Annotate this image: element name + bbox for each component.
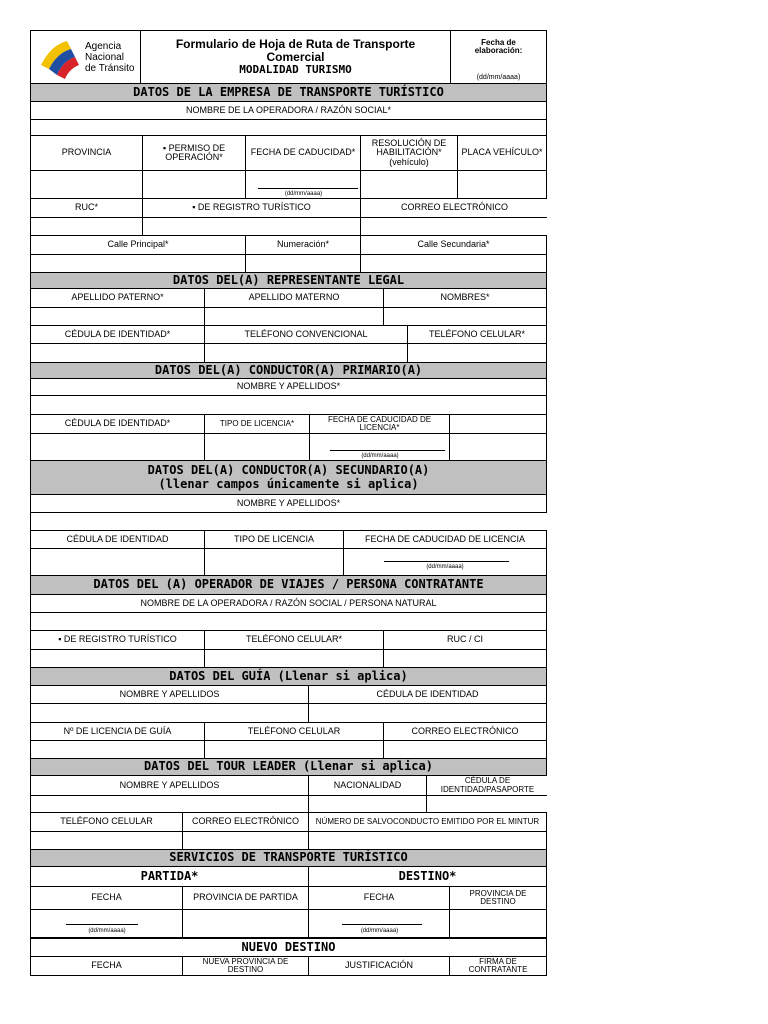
driver1-id-label: CÉDULA DE IDENTIDAD*	[31, 415, 205, 433]
driver2-id-label: CÉDULA DE IDENTIDAD	[31, 531, 205, 548]
secondary-street-field[interactable]	[361, 255, 546, 272]
guide-name-label: NOMBRE Y APELLIDOS	[31, 686, 309, 703]
safe-conduct-field[interactable]	[309, 832, 546, 849]
tour-leader-contact-field-row	[30, 832, 547, 850]
ruc-label: RUC*	[31, 199, 143, 217]
habilitation-resolution-field[interactable]	[361, 171, 458, 198]
section-heading-operador: DATOS DEL (A) OPERADOR DE VIAJES / PERSONA CONTRATANTE	[30, 576, 547, 595]
section-heading-servicios: SERVICIOS DE TRANSPORTE TURÍSTICO	[30, 850, 547, 867]
province-field-row	[30, 171, 547, 199]
secondary-street-label: Calle Secundaria*	[417, 239, 490, 250]
province-field[interactable]	[31, 171, 143, 198]
tour-leader-email-field[interactable]	[183, 832, 309, 849]
new-destination-heading-row	[30, 938, 547, 957]
title-line3: MODALIDAD TURISMO	[239, 63, 352, 77]
guide-label-row	[30, 686, 547, 704]
street-label-row	[30, 236, 547, 255]
driver2-license-type-label: TIPO DE LICENCIA	[205, 531, 344, 548]
driver1-name-field[interactable]	[30, 396, 547, 415]
departure-date-format: (dd/mm/aaaa)	[88, 928, 126, 934]
new-destination-label-row	[30, 957, 547, 976]
guide-email-label: CORREO ELECTRÓNICO	[411, 725, 519, 736]
ruc-field-row	[30, 218, 547, 236]
tour-operator-name-label: NOMBRE DE LA OPERADORA / RAZÓN SOCIAL / PERSONA NATURAL	[140, 597, 437, 608]
safe-conduct-label: NÚMERO DE SALVOCONDUCTO EMITIDO POR EL MINTUR	[315, 816, 540, 826]
vehicle-plate-label: PLACA VEHÍCULO*	[461, 147, 543, 158]
tour-leader-email-label: CORREO ELECTRÓNICO	[183, 813, 309, 831]
vehicle-plate-field[interactable]	[458, 171, 546, 198]
driver1-id-field[interactable]	[31, 434, 205, 460]
elaboration-date-label: Fecha de elaboración:	[474, 38, 523, 56]
ant-logo-icon	[37, 35, 83, 79]
main-street-field[interactable]	[31, 255, 246, 272]
driver1-license-field-row	[30, 434, 547, 461]
form-header	[30, 30, 547, 84]
driver2-name-label: NOMBRE Y APELLIDOS*	[236, 497, 341, 508]
driver2-name-label-row	[30, 495, 547, 513]
habilitation-resolution-label: RESOLUCIÓN DE HABILITACIÓN* (vehículo)	[361, 136, 458, 170]
guide-name-field[interactable]	[31, 704, 309, 722]
departure-date-label: FECHA	[31, 887, 183, 909]
tourism-registry-field[interactable]	[143, 218, 361, 235]
destination-province-label: PROVINCIA DE DESTINO	[469, 888, 527, 906]
mobile-field[interactable]	[408, 344, 546, 362]
driver1-name-label-row	[30, 379, 547, 396]
tour-operator-mobile-field[interactable]	[205, 650, 384, 667]
tour-leader-id-field[interactable]	[427, 796, 548, 812]
departure-province-label: PROVINCIA DE PARTIDA	[183, 887, 309, 909]
driver2-license-label-row	[30, 531, 547, 549]
tour-operator-name-field[interactable]	[30, 613, 547, 631]
legal-rep-id-field-row	[30, 344, 547, 363]
tour-operator-registry-field[interactable]	[31, 650, 205, 667]
driver1-license-label-row	[30, 415, 547, 434]
id-card-field[interactable]	[31, 344, 205, 362]
expiry-date-format: (dd/mm/aaaa)	[284, 191, 323, 197]
tour-operator-mobile-label: TELÉFONO CELULAR*	[205, 631, 384, 649]
driver2-name-field[interactable]	[30, 513, 547, 531]
logo-text-line1: Agencia	[85, 40, 122, 52]
new-destination-heading: NUEVO DESTINO	[241, 940, 336, 955]
tour-leader-mobile-label: TELÉFONO CELULAR	[31, 813, 183, 831]
ruc-label-row	[30, 199, 547, 218]
legal-rep-field-row	[30, 308, 547, 326]
driver2-license-expiry-label: FECHA DE CADUCIDAD DE LICENCIA	[364, 533, 526, 544]
destination-date-field[interactable]	[309, 910, 450, 937]
legal-rep-label-row	[30, 289, 547, 308]
tour-leader-nationality-label: NACIONALIDAD	[309, 776, 427, 795]
guide-field-row	[30, 704, 547, 723]
paternal-surname-label: APELLIDO PATERNO*	[31, 289, 205, 307]
tour-leader-nationality-field[interactable]	[309, 796, 427, 812]
tour-leader-name-label: NOMBRE Y APELLIDOS	[31, 776, 309, 795]
tour-operator-name-label-row	[30, 595, 547, 613]
driver2-heading-line1: DATOS DEL(A) CONDUCTOR(A) SECUNDARIO(A)	[147, 462, 430, 477]
operating-permit-label: ▪ PERMISO DE OPERACIÓN*	[143, 136, 246, 170]
guide-license-field-row	[30, 741, 547, 759]
first-names-field[interactable]	[384, 308, 546, 325]
driver1-date-format: (dd/mm/aaaa)	[361, 453, 399, 459]
driver2-license-field-row	[30, 549, 547, 576]
driver1-extra-field[interactable]	[450, 434, 546, 460]
guide-email-field[interactable]	[384, 741, 546, 758]
guide-mobile-label: TELÉFONO CELULAR	[205, 723, 384, 740]
guide-license-label: Nº DE LICENCIA DE GUÍA	[31, 723, 205, 740]
new-destination-date-label: FECHA	[31, 957, 183, 975]
tour-leader-field-row	[30, 796, 547, 813]
elaboration-date[interactable]	[451, 31, 546, 83]
new-destination-province-label: NUEVA PROVINCIA DE DESTINO	[183, 957, 309, 975]
operating-permit-field[interactable]	[143, 171, 246, 198]
main-street-label: Calle Principal*	[31, 236, 246, 254]
section-heading-representante: DATOS DEL(A) REPRESENTANTE LEGAL	[30, 273, 547, 289]
maternal-surname-label: APELLIDO MATERNO	[205, 289, 384, 307]
driver2-license-expiry-field[interactable]	[344, 549, 546, 575]
logo-text-line2: Nacional	[85, 51, 124, 63]
route-field-row	[30, 910, 547, 938]
departure-date-field[interactable]	[31, 910, 183, 937]
guide-id-field[interactable]	[309, 704, 546, 722]
section-heading-tour-leader: DATOS DEL TOUR LEADER (Llenar si aplica)	[30, 759, 547, 776]
departure-heading: PARTIDA*	[31, 867, 309, 886]
tour-operator-field-row	[30, 650, 547, 668]
agency-logo	[31, 31, 141, 83]
destination-heading: DESTINO*	[398, 869, 457, 884]
driver2-license-type-field[interactable]	[205, 549, 344, 575]
elaboration-date-format: (dd/mm/aaaa)	[476, 73, 521, 81]
mobile-label: TELÉFONO CELULAR*	[428, 328, 526, 339]
operator-name-field[interactable]	[30, 120, 547, 136]
driver1-extra-label	[450, 415, 546, 433]
driver1-license-type-field[interactable]	[205, 434, 310, 460]
paternal-surname-field[interactable]	[31, 308, 205, 325]
section-heading-conductor-primario: DATOS DEL(A) CONDUCTOR(A) PRIMARIO(A)	[30, 363, 547, 379]
email-field[interactable]	[361, 218, 548, 235]
tour-leader-label-row	[30, 776, 547, 796]
form-title	[141, 31, 451, 83]
logo-text-line3: de Tránsito	[85, 62, 135, 74]
province-label: PROVINCIA	[31, 136, 143, 170]
landline-label: TELÉFONO CONVENCIONAL	[205, 326, 408, 343]
route-label-row	[30, 887, 547, 910]
id-card-label: CÉDULA DE IDENTIDAD*	[31, 326, 205, 343]
tour-leader-mobile-field[interactable]	[31, 832, 183, 849]
tour-operator-ruc-field[interactable]	[384, 650, 546, 667]
guide-license-field[interactable]	[31, 741, 205, 758]
province-label-row	[30, 136, 547, 171]
street-field-row	[30, 255, 547, 273]
tour-operator-label-row	[30, 631, 547, 650]
title-line2: Comercial	[266, 49, 325, 64]
email-label: CORREO ELECTRÓNICO	[400, 202, 508, 213]
first-names-label: NOMBRES*	[440, 292, 490, 303]
tourism-registry-label: ▪ DE REGISTRO TURÍSTICO	[143, 199, 361, 217]
tour-leader-name-field[interactable]	[31, 796, 309, 812]
route-heading-row	[30, 867, 547, 887]
driver1-name-label: NOMBRE Y APELLIDOS*	[236, 381, 341, 392]
departure-province-field[interactable]	[183, 910, 309, 937]
expiry-date-field[interactable]	[246, 171, 361, 198]
legal-rep-id-label-row	[30, 326, 547, 344]
justification-label: JUSTIFICACIÓN	[309, 957, 450, 975]
expiry-date-label: FECHA DE CADUCIDAD*	[246, 136, 361, 170]
guide-license-label-row	[30, 723, 547, 741]
tour-operator-ruc-label: RUC / CI	[447, 634, 483, 645]
driver1-license-expiry-label: FECHA DE CADUCIDAD DE LICENCIA*	[310, 415, 450, 433]
guide-id-label: CÉDULA DE IDENTIDAD	[376, 688, 479, 699]
tour-leader-id-label: CÉDULA DE IDENTIDAD/PASAPORTE	[440, 776, 535, 794]
section-heading-guia: DATOS DEL GUÍA (Llenar si aplica)	[30, 668, 547, 686]
tour-leader-contact-label-row	[30, 813, 547, 832]
driver2-date-format: (dd/mm/aaaa)	[426, 564, 464, 570]
operator-name-label-row	[30, 102, 547, 120]
title-line1: Formulario de Hoja de Ruta de Transporte	[175, 36, 416, 51]
ruc-field[interactable]	[31, 218, 143, 235]
destination-date-label: FECHA	[309, 887, 450, 909]
maternal-surname-field[interactable]	[205, 308, 384, 325]
destination-province-field[interactable]	[450, 910, 546, 937]
contractor-signature-label: FIRMA DE CONTRATANTE	[468, 956, 528, 974]
driver2-heading-line2: (llenar campos únicamente si aplica)	[158, 476, 419, 491]
destination-date-format: (dd/mm/aaaa)	[360, 928, 399, 934]
street-number-field[interactable]	[246, 255, 361, 272]
landline-field[interactable]	[205, 344, 408, 362]
guide-mobile-field[interactable]	[205, 741, 384, 758]
section-heading-conductor-secundario	[30, 461, 547, 495]
driver2-id-field[interactable]	[31, 549, 205, 575]
street-number-label: Numeración*	[246, 236, 361, 254]
driver1-license-expiry-field[interactable]	[310, 434, 450, 460]
tour-operator-registry-label: ▪ DE REGISTRO TURÍSTICO	[31, 631, 205, 649]
section-heading-empresa: DATOS DE LA EMPRESA DE TRANSPORTE TURÍSTICO	[30, 84, 547, 102]
driver1-license-type-label: TIPO DE LICENCIA*	[205, 415, 310, 433]
operator-name-label: NOMBRE DE LA OPERADORA / RAZÓN SOCIAL*	[185, 104, 392, 115]
